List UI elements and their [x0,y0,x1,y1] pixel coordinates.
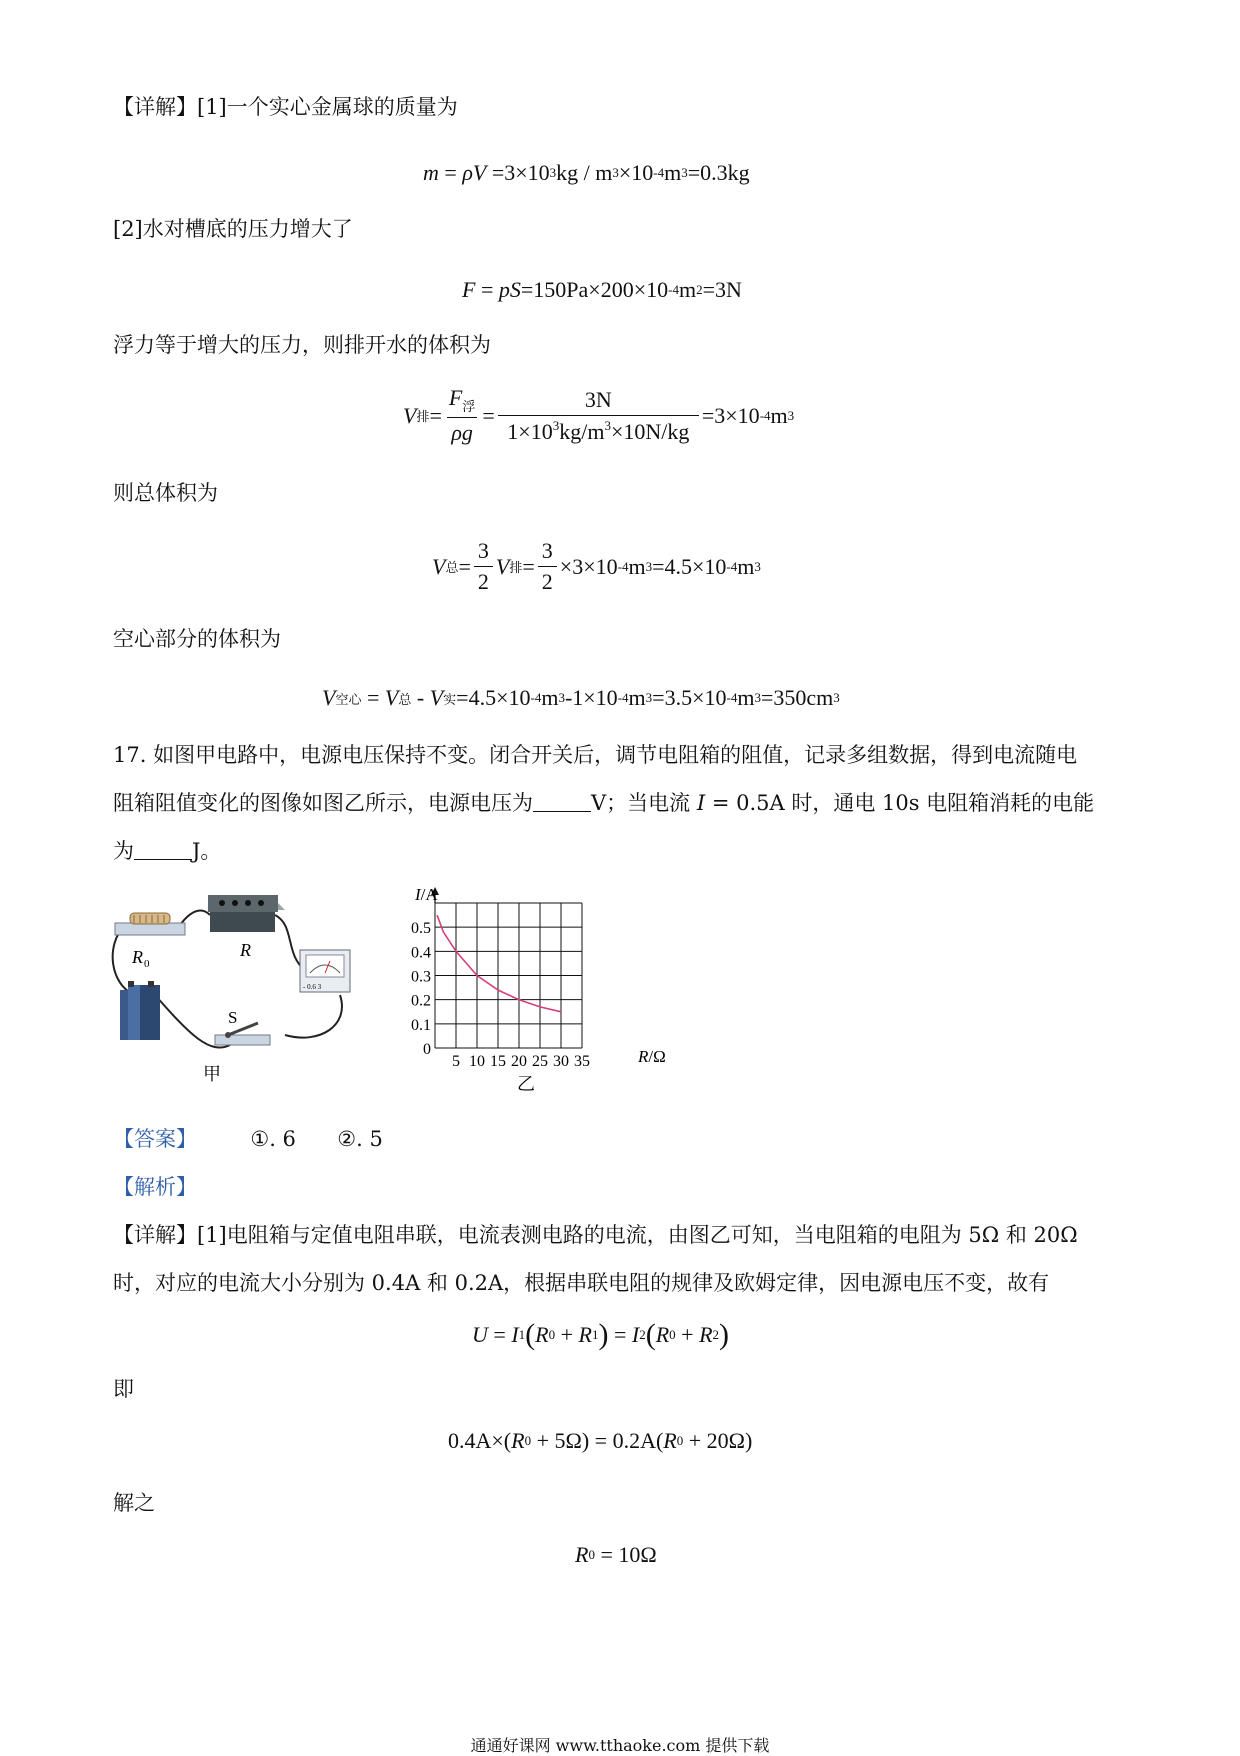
detail2-line-1: 【详解】[1]电阻箱与定值电阻串联，电流表测电路的电流，由图乙可知，当电阻箱的电阻为 5Ω 和 20Ω [113,1223,1078,1247]
equation-result: R 0 = 10Ω [575,1542,657,1567]
answer-blank-2[interactable] [134,841,192,860]
equation-displaced-volume: V 排 = $\frac{F_浮}{\rho g}$ = $\frac{3N}{1\times 10^3kg/m^3\times 10N/kg}$ =3×10 -4 m 3 [403,385,795,445]
ji-text: 即 [113,1377,134,1401]
detail-label: 【详解】 [113,95,197,119]
equation-ohm-series: U = I 1 ( R 0 + R 1 ) = I 2 ( R 0 + R 2 ) [472,1318,730,1351]
y-tick-label: 0.1 [411,1016,431,1034]
equation-mass: m = ρV =3×10 3 kg / m 3 ×10 -4 m 3 =0.3kg [423,160,750,185]
jiezhi-text: 解之 [113,1491,155,1515]
switch-s [215,1023,270,1045]
detail-paragraph-3: 浮力等于增大的压力，则排开水的体积为 [113,333,491,357]
caption-jia: 甲 [203,1064,221,1084]
y-tick-label: 0.3 [411,968,431,986]
resistor-r0 [115,913,185,935]
answer-1: ①. 6 [250,1127,296,1151]
analysis-label: 【解析】 [113,1175,197,1199]
x-tick-label: 20 [511,1053,527,1070]
current-resistance-chart [405,880,680,1095]
question-line-2: 阻箱阻值变化的图像如图乙所示，电源电压为 V；当电流 I = 0.5A 时，通电 10s 电阻箱消耗的电能 [113,791,1095,815]
equation-total-volume: V 总 = $\frac{3}{2}$ V 排 = $\frac{3}{2}$ ×3×10 -4 m 3 =4.5×10 -4 m 3 [432,538,761,594]
y-tick-label: 0.4 [411,944,431,962]
answer-line [113,1124,383,1154]
x-tick-label: 15 [490,1053,506,1070]
y-tick-label: 0 [423,1041,431,1058]
detail-paragraph-2: [2]水对槽底的压力增大了 [113,217,353,241]
equation-hollow-volume: V 空心 = V 总 - V 实 =4.5×10 -4 m 3 -1×10 -4 m 3 =3.5×10 -4 m 3 =350cm 3 [322,685,840,710]
circuit-figure [110,885,400,1095]
y-tick-label: 0.5 [411,920,431,938]
detail-paragraph-4: 则总体积为 [113,481,218,505]
x-tick-label: 35 [574,1053,590,1070]
answer-2: ②. 5 [337,1127,383,1151]
ammeter [300,950,350,992]
x-tick-label: 5 [452,1053,460,1070]
detail-text-1: [1]一个实心金属球的质量为 [197,95,458,119]
caption-yi: 乙 [517,1074,535,1094]
question-line-1: 17. 如图甲电路中，电源电压保持不变。闭合开关后，调节电阻箱的阻值，记录多组数据，得到电流随电 [113,743,1078,767]
svg-text:R: R [240,940,251,960]
svg-text:0: 0 [144,958,150,970]
detail2-line-2: 时，对应的电流大小分别为 0.4A 和 0.2A，根据串联电阻的规律及欧姆定律，因电源电压不变，故有 [113,1271,1050,1295]
y-axis-label: I/A [415,885,438,904]
svg-text:- 0.6 3: - 0.6 3 [303,983,322,991]
answer-blank-1[interactable] [533,793,591,812]
x-axis-label: R/Ω [638,1047,666,1066]
detail-paragraph-5: 空心部分的体积为 [113,627,281,651]
equation-force: F = pS =150Pa×200×10 -4 m 2 =3N [462,277,742,302]
detail-paragraph-1 [113,92,458,122]
answer-label: 【答案】 [113,1127,197,1151]
x-tick-label: 10 [469,1053,485,1070]
x-tick-label: 30 [553,1053,569,1070]
svg-text:S: S [228,1008,238,1027]
svg-text:R: R [132,947,143,967]
footer: 通通好课网 www.tthaoke.com 提供下载 [470,1736,770,1755]
x-tick-label: 25 [532,1053,548,1070]
equation-substituted: 0.4A×( R 0 + 5Ω) = 0.2A( R 0 + 20Ω) [448,1428,753,1453]
question-line-3: 为 J。 [113,839,222,863]
resistance-box [208,895,285,932]
y-tick-label: 0.2 [411,992,431,1010]
